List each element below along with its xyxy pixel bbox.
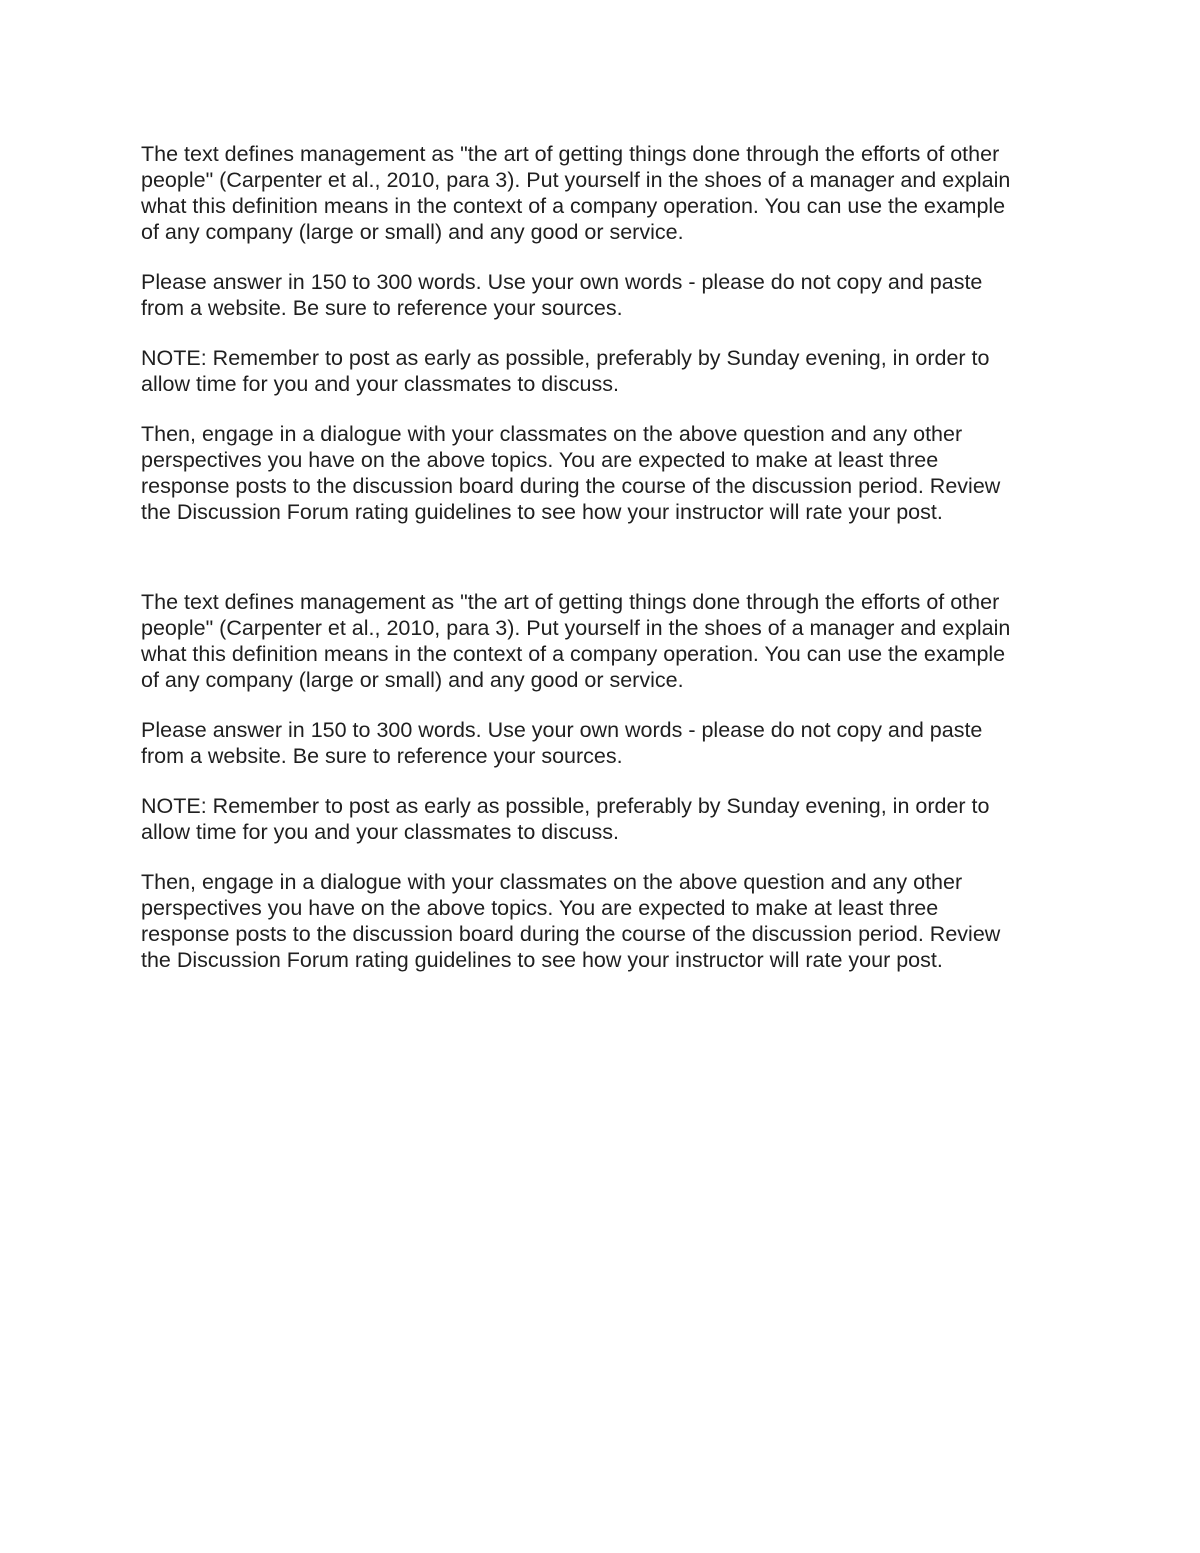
text-line: response posts to the discussion board during the course of the discussion period. Review (141, 922, 1001, 946)
paragraph-note (141, 345, 1081, 397)
text-line: Please answer in 150 to 300 words. Use your own words - please do not copy and paste (141, 270, 983, 294)
paragraph-dialogue (141, 869, 1081, 973)
text-line: the Discussion Forum rating guidelines to see how your instructor will rate your post. (141, 948, 943, 972)
text-line: what this definition means in the context of a company operation. You can use the example (141, 194, 1006, 218)
text-line: the Discussion Forum rating guidelines to see how your instructor will rate your post. (141, 500, 943, 524)
text-line: The text defines management as "the art of getting things done through the efforts of other (141, 590, 1000, 614)
paragraph-word-count (141, 269, 1081, 321)
text-line: from a website. Be sure to reference your sources. (141, 296, 623, 320)
text-line: perspectives you have on the above topics. You are expected to make at least three (141, 448, 939, 472)
text-line: allow time for you and your classmates to discuss. (141, 372, 619, 396)
text-line: NOTE: Remember to post as early as possible, preferably by Sunday evening, in order to (141, 794, 990, 818)
block-spacer (141, 549, 1081, 589)
text-line: what this definition means in the context of a company operation. You can use the example (141, 642, 1006, 666)
paragraph-word-count (141, 717, 1081, 769)
text-line: The text defines management as "the art of getting things done through the efforts of other (141, 142, 1000, 166)
text-block-1 (141, 141, 1081, 525)
text-line: perspectives you have on the above topics. You are expected to make at least three (141, 896, 939, 920)
paragraph-definition (141, 589, 1081, 693)
text-line: NOTE: Remember to post as early as possible, preferably by Sunday evening, in order to (141, 346, 990, 370)
text-line: Then, engage in a dialogue with your classmates on the above question and any other (141, 422, 963, 446)
text-line: Please answer in 150 to 300 words. Use your own words - please do not copy and paste (141, 718, 983, 742)
document-body (141, 141, 1081, 997)
text-line: from a website. Be sure to reference your sources. (141, 744, 623, 768)
text-line: of any company (large or small) and any good or service. (141, 668, 684, 692)
text-line: of any company (large or small) and any good or service. (141, 220, 684, 244)
text-block-2 (141, 589, 1081, 973)
text-line: people" (Carpenter et al., 2010, para 3). Put yourself in the shoes of a manager and explain (141, 616, 1011, 640)
paragraph-definition (141, 141, 1081, 245)
text-line: allow time for you and your classmates to discuss. (141, 820, 619, 844)
paragraph-dialogue (141, 421, 1081, 525)
text-line: people" (Carpenter et al., 2010, para 3). Put yourself in the shoes of a manager and explain (141, 168, 1011, 192)
text-line: Then, engage in a dialogue with your classmates on the above question and any other (141, 870, 963, 894)
paragraph-note (141, 793, 1081, 845)
text-line: response posts to the discussion board during the course of the discussion period. Review (141, 474, 1001, 498)
